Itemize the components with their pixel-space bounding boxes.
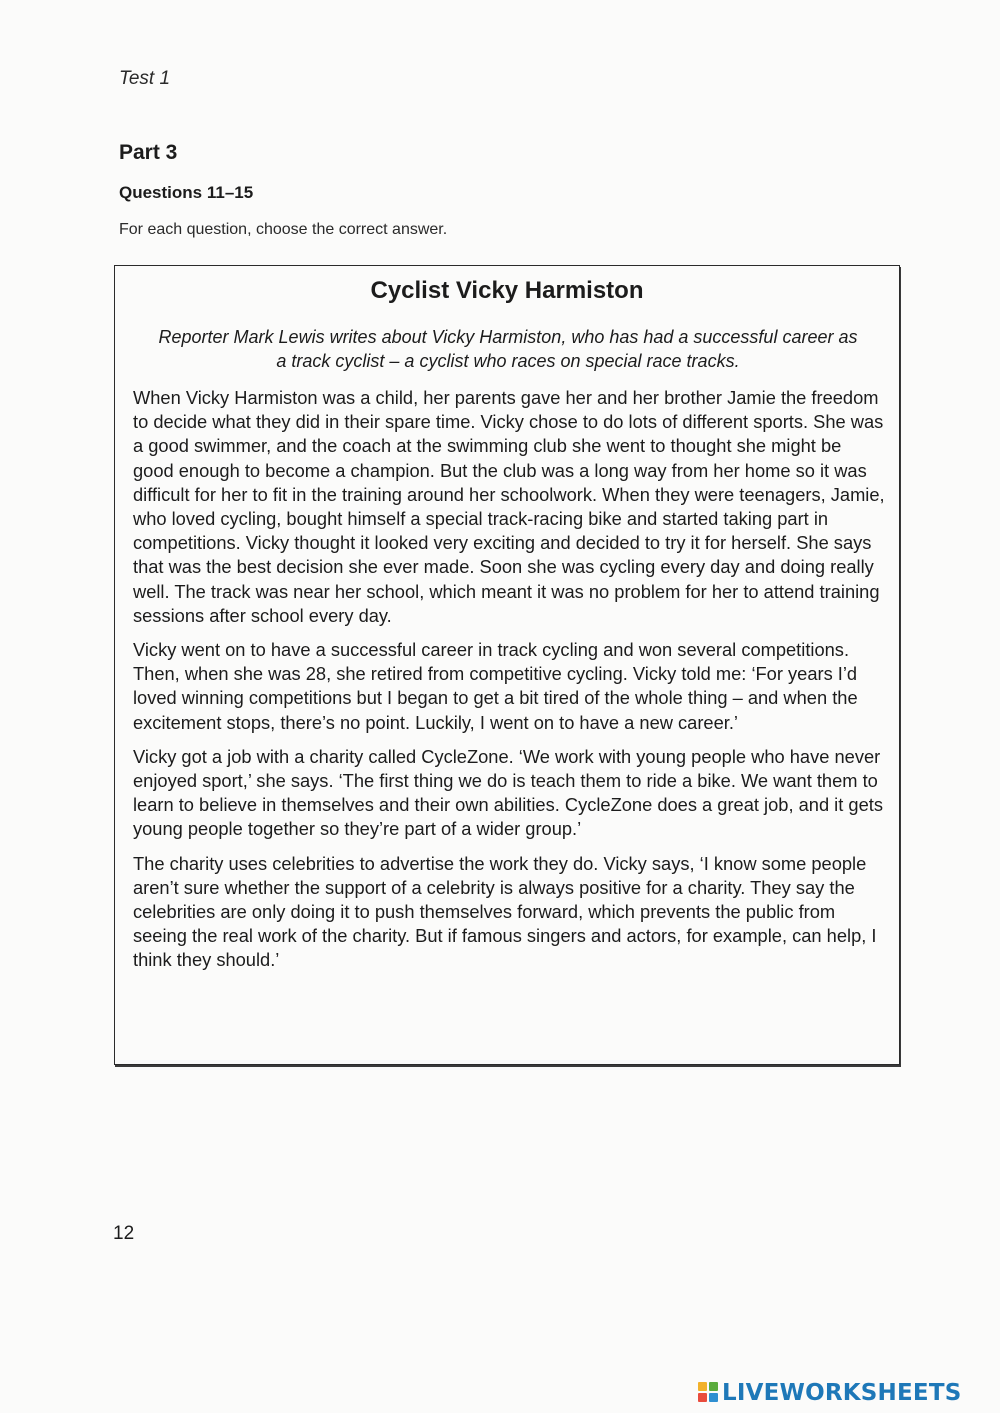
instruction-text: For each question, choose the correct answer. <box>119 221 448 238</box>
article-paragraph-3: Vicky got a job with a charity called CycleZone. ‘We work with young people who have never enjoyed sport,’ she says. ‘The first thing we do is teach them to ride a bike. We want them to learn to believe in themselves and their own abilities. CycleZone does a great job, and it gets young people together so they’re part of a wider group.’ <box>133 745 883 840</box>
page-number: 12 <box>113 1223 135 1244</box>
article-paragraph-2: Vicky went on to have a successful career in track cycling and won several competitions. Then, when she was 28, she retired from competitive cycling. Vicky told me: ‘For years I’d loved winning competitions but I began to get a bit tired of the whole thing – and when the excitement stops, there’s no point. Luckily, I went on to have a new career.’ <box>133 639 858 733</box>
liveworksheets-watermark <box>698 1380 961 1406</box>
article-body <box>133 386 885 983</box>
article-title: Cyclist Vicky Harmiston <box>370 277 644 304</box>
article-subtitle: Reporter Mark Lewis writes about Vicky Harmiston, who has had a successful career as a track cyclist – a cyclist who races on special race tracks. <box>158 327 858 371</box>
article-box <box>114 265 900 1065</box>
article-paragraph-4: The charity uses celebrities to advertise the work they do. Vicky says, ‘I know some people aren’t sure whether the support of a celebrity is always positive for a charity. They say the celebrities are only doing it to push themselves forward, which prevents the public from seeing the real work of the charity. But if famous singers and actors, for example, can help, I think they should.’ <box>133 852 877 971</box>
watermark-text: LIVEWORKSHEETS <box>722 1380 962 1406</box>
running-header: Test 1 <box>119 68 171 89</box>
liveworksheets-logo-icon <box>698 1382 720 1404</box>
questions-heading: Questions 11–15 <box>119 183 254 202</box>
part-heading: Part 3 <box>119 141 178 164</box>
article-paragraph-1: When Vicky Harmiston was a child, her parents gave her and her brother Jamie the freedom to decide what they did in their spare time. Vicky chose to do lots of different sports. She was a good swimmer, and the coach at the swimming club she went to thought she might be good enough to become a champion. But the club was a long way from her home so it was difficult for her to fit in the training around her schoolwork. When they were teenagers, Jamie, who loved cycling, bought himself a special track-racing bike and started taking part in competitions. Vicky thought it looked very exciting and decided to try it for herself. She says that was the best decision she ever made. Soon she was cycling every day and doing really well. The track was near her school, which meant it was no problem for her to attend training sessions after school every day. <box>133 387 885 626</box>
